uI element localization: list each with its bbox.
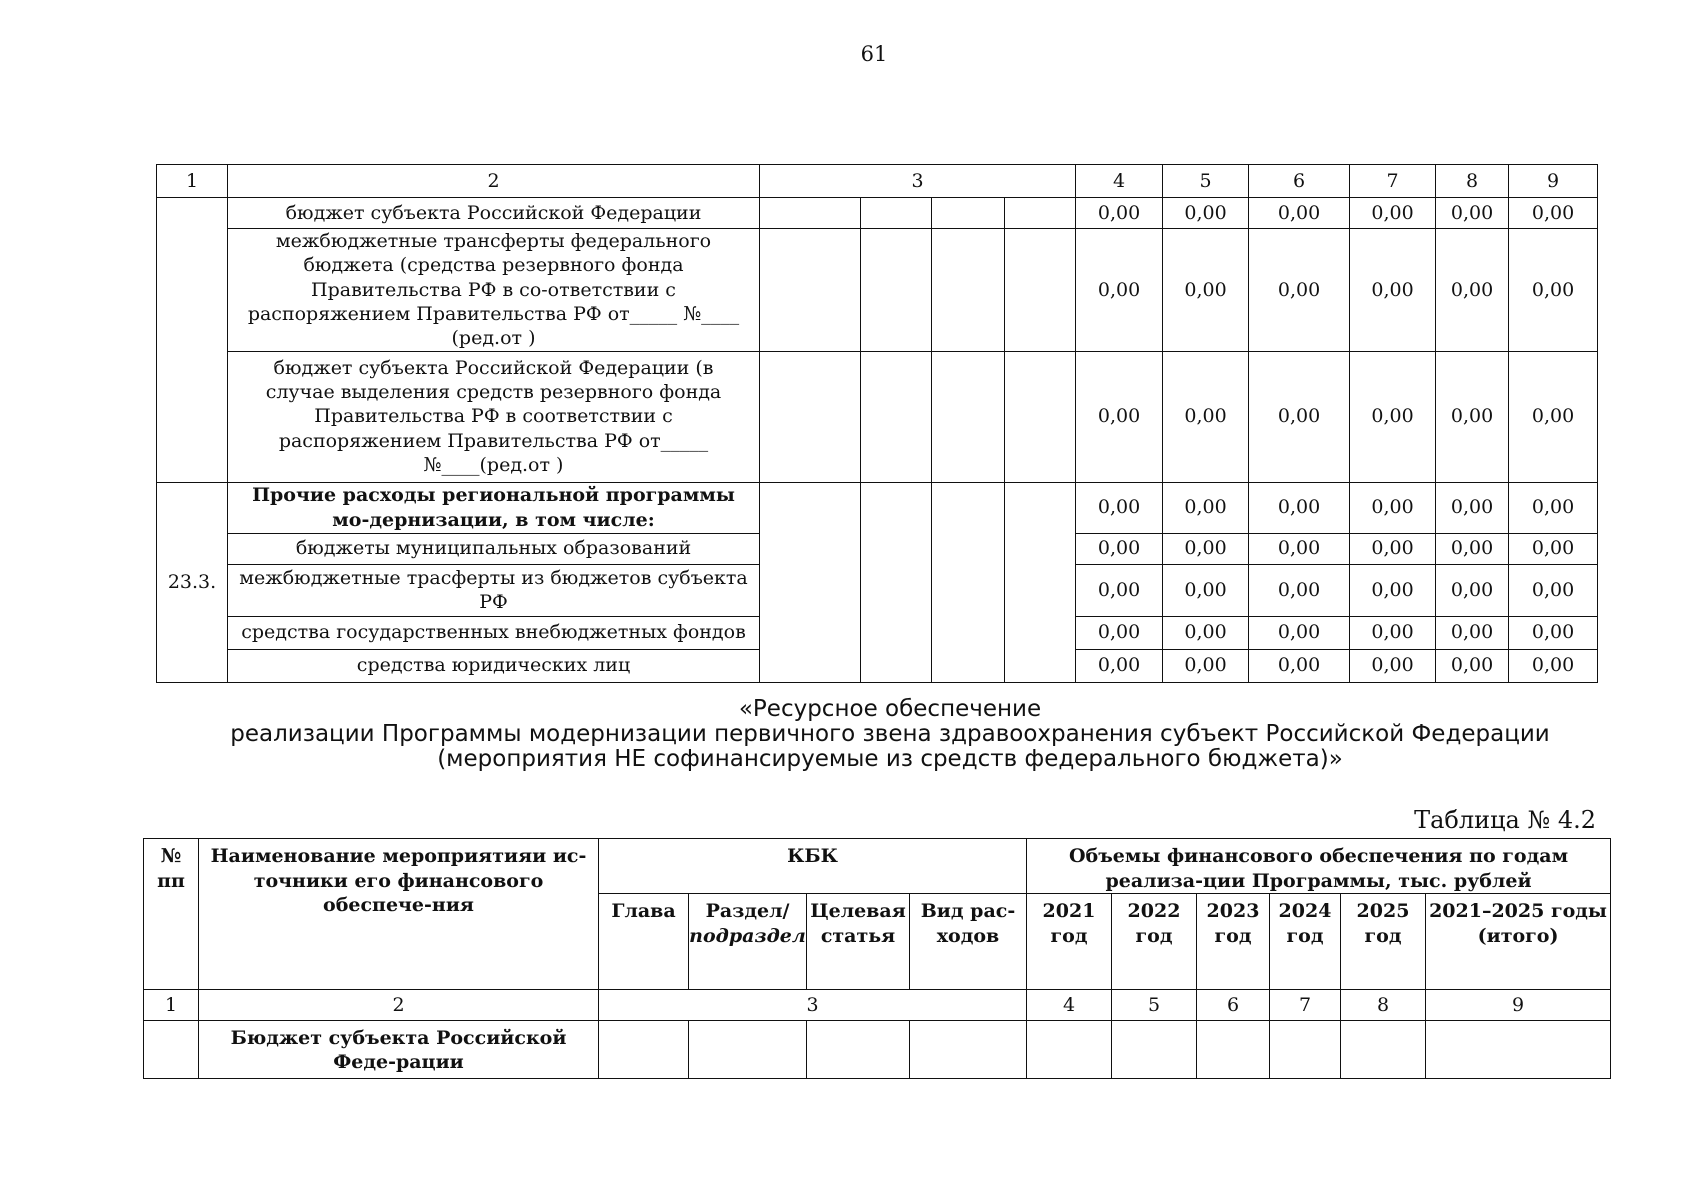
value-cell: 0,00 [1163,533,1249,564]
row-number-cell [144,1021,199,1079]
header-year: 2022 год [1112,894,1197,990]
column-number: 3 [599,990,1027,1021]
column-number: 5 [1163,165,1249,198]
table-row [157,482,1598,533]
value-cell: 0,00 [1163,198,1249,229]
header-year: 2023 год [1197,894,1270,990]
kbk-cell [910,1021,1027,1079]
kbk-cell [760,351,861,482]
value-cell: 0,00 [1249,649,1350,682]
value-cell [1426,1021,1611,1079]
value-cell: 0,00 [1436,351,1509,482]
column-number: 5 [1112,990,1197,1021]
row-label: межбюджетные трансферты федерального бюджета (средства резервного фонда Правительства РФ в со-ответствии с распоряжением Правительства РФ от_____ №____ (ред.от ) [228,229,760,352]
column-number: 8 [1341,990,1426,1021]
resource-table [143,838,1611,1079]
header-razdel-line: подраздел [689,925,806,948]
kbk-cell [760,482,861,682]
column-number: 1 [144,990,199,1021]
column-number: 2 [228,165,760,198]
header-year: 2025 год [1341,894,1426,990]
kbk-cell [599,1021,689,1079]
row-label: межбюджетные трасферты из бюджетов субъекта РФ [228,564,760,616]
page-number: 61 [860,42,888,66]
column-number: 6 [1197,990,1270,1021]
column-number: 6 [1249,165,1350,198]
section-title-line: «Ресурсное обеспечение [738,696,1042,722]
value-cell: 0,00 [1350,616,1436,649]
value-cell: 0,00 [1350,482,1436,533]
table-caption: Таблица № 4.2 [1414,806,1596,834]
row-label: Бюджет субъекта Российской Феде-рации [199,1021,599,1079]
row-number-cell [157,198,228,483]
table-row [157,351,1598,482]
row-label: средства государственных внебюджетных фондов [228,616,760,649]
kbk-cell [861,198,932,229]
numbering-row [144,990,1611,1021]
section-title-line: реализации Программы модернизации первичного звена здравоохранения субъект Российской Федерации [230,721,1550,747]
column-number: 3 [760,165,1076,198]
row-label: Прочие расходы региональной программы мо-дернизации, в том числе: [228,482,760,533]
value-cell: 0,00 [1163,482,1249,533]
row-label: средства юридических лиц [228,649,760,682]
kbk-cell [689,1021,807,1079]
column-number: 7 [1350,165,1436,198]
header-total: 2021–2025 годы (итого) [1426,894,1611,990]
header-year: 2024 год [1270,894,1341,990]
value-cell: 0,00 [1350,229,1436,352]
value-cell: 0,00 [1076,198,1163,229]
value-cell: 0,00 [1076,564,1163,616]
value-cell: 0,00 [1509,649,1598,682]
value-cell [1270,1021,1341,1079]
header-razdel [689,894,807,990]
section-title-line: (мероприятия НЕ софинансируемые из средств федерального бюджета)» [437,746,1343,772]
table-header-row [157,165,1598,198]
value-cell: 0,00 [1163,229,1249,352]
kbk-cell [861,482,932,682]
kbk-cell [1005,229,1076,352]
row-number-cell: 23.3. [157,482,228,682]
value-cell: 0,00 [1509,564,1598,616]
kbk-cell [932,482,1005,682]
value-cell [1197,1021,1270,1079]
value-cell: 0,00 [1350,351,1436,482]
header-vid: Вид рас-ходов [910,894,1027,990]
value-cell: 0,00 [1436,649,1509,682]
kbk-cell [760,198,861,229]
kbk-cell [1005,198,1076,229]
column-number: 1 [157,165,228,198]
value-cell: 0,00 [1509,616,1598,649]
column-number: 4 [1076,165,1163,198]
value-cell: 0,00 [1436,616,1509,649]
value-cell: 0,00 [1163,649,1249,682]
value-cell: 0,00 [1249,564,1350,616]
header-num: № пп [144,839,199,990]
kbk-cell [932,229,1005,352]
value-cell: 0,00 [1249,198,1350,229]
header-kbk: КБК [599,839,1027,894]
value-cell: 0,00 [1076,533,1163,564]
value-cell: 0,00 [1249,616,1350,649]
table-row [144,1021,1611,1079]
header-razdel-line: Раздел/ [705,900,790,923]
value-cell: 0,00 [1436,229,1509,352]
kbk-cell [760,229,861,352]
value-cell: 0,00 [1436,564,1509,616]
row-label: бюджеты муниципальных образований [228,533,760,564]
row-label: бюджет субъекта Российской Федерации (в случае выделения средств резервного фонда Правительства РФ в соответствии с распоряжением Правительства РФ от_____ №____(ред.от ) [228,351,760,482]
value-cell: 0,00 [1350,649,1436,682]
value-cell: 0,00 [1436,198,1509,229]
header-year: 2021 год [1027,894,1112,990]
continued-table [156,164,1598,683]
value-cell: 0,00 [1509,482,1598,533]
value-cell: 0,00 [1076,649,1163,682]
value-cell: 0,00 [1509,533,1598,564]
value-cell: 0,00 [1076,229,1163,352]
kbk-cell [861,229,932,352]
header-volumes: Объемы финансового обеспечения по годам реализа-ции Программы, тыс. рублей [1027,839,1611,894]
value-cell: 0,00 [1249,482,1350,533]
column-number: 4 [1027,990,1112,1021]
value-cell [1341,1021,1426,1079]
kbk-cell [932,351,1005,482]
column-number: 7 [1270,990,1341,1021]
value-cell: 0,00 [1163,564,1249,616]
value-cell: 0,00 [1076,482,1163,533]
header-celevaya: Целевая статья [807,894,910,990]
value-cell: 0,00 [1163,616,1249,649]
kbk-cell [932,198,1005,229]
value-cell: 0,00 [1436,482,1509,533]
row-label: бюджет субъекта Российской Федерации [228,198,760,229]
value-cell: 0,00 [1509,351,1598,482]
value-cell: 0,00 [1249,229,1350,352]
table-header-row [144,839,1611,894]
section-title [190,697,1590,772]
value-cell: 0,00 [1249,533,1350,564]
kbk-cell [861,351,932,482]
value-cell: 0,00 [1509,229,1598,352]
value-cell: 0,00 [1350,198,1436,229]
value-cell [1112,1021,1197,1079]
column-number: 9 [1426,990,1611,1021]
kbk-cell [1005,351,1076,482]
kbk-cell [807,1021,910,1079]
value-cell: 0,00 [1076,351,1163,482]
value-cell: 0,00 [1163,351,1249,482]
column-number: 2 [199,990,599,1021]
header-glava: Глава [599,894,689,990]
value-cell: 0,00 [1350,564,1436,616]
header-name: Наименование мероприятияи ис-точники его финансового обеспече-ния [199,839,599,990]
kbk-cell [1005,482,1076,682]
value-cell: 0,00 [1509,198,1598,229]
column-number: 9 [1509,165,1598,198]
table-row [157,198,1598,229]
value-cell: 0,00 [1249,351,1350,482]
value-cell: 0,00 [1436,533,1509,564]
value-cell: 0,00 [1350,533,1436,564]
value-cell [1027,1021,1112,1079]
table-row [157,229,1598,352]
column-number: 8 [1436,165,1509,198]
value-cell: 0,00 [1076,616,1163,649]
